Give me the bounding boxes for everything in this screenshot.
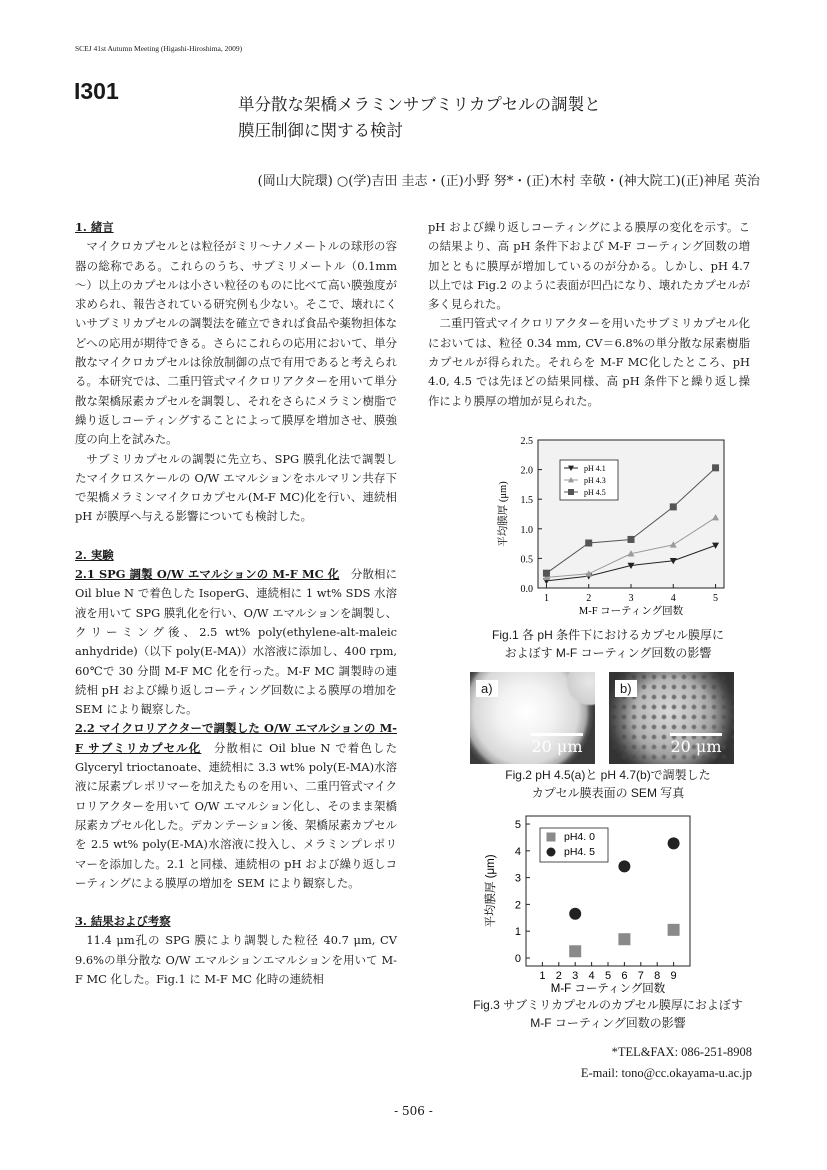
data-point	[618, 933, 630, 945]
legend-marker	[547, 848, 556, 857]
scale-text-b: 20 μm	[670, 737, 722, 756]
y-tick-label: 1.0	[520, 524, 533, 536]
paper-title	[238, 92, 601, 144]
y-tick-label: 0.5	[520, 554, 533, 566]
y-tick-label: 2	[514, 899, 521, 912]
data-point	[618, 860, 630, 872]
data-point	[569, 945, 581, 957]
sem-image-b	[609, 672, 734, 764]
y-tick-label: 0.0	[520, 584, 533, 595]
section-1-heading: 1. 緒言	[75, 220, 114, 234]
fig3-chart	[478, 808, 718, 998]
legend-entry: pH 4.1	[584, 464, 606, 473]
x-tick-label: 5	[713, 593, 719, 604]
x-tick-label: 2	[555, 970, 562, 982]
data-point	[585, 540, 592, 547]
section-1-paragraph-2: サブミリカプセルの調製に先立ち、SPG 膜乳化法で調製したマイクロスケールの O/W エマルションをホルマリン共存下で架橋メラミンマイクロカプセル(M-F MC)化を行い、連続相 pH が膜厚へ与える影響についても検討した。	[75, 451, 397, 524]
y-tick-label: 4	[514, 845, 521, 858]
x-tick-label: 2	[586, 593, 592, 604]
sem-label-a: a)	[476, 680, 498, 697]
x-tick-label: 4	[670, 593, 676, 604]
x-tick-label: 3	[628, 593, 634, 604]
x-tick-label: 6	[621, 970, 628, 982]
title-line-2: 膜圧制御に関する検討	[238, 121, 403, 140]
data-point	[712, 464, 719, 471]
legend-marker	[547, 833, 556, 842]
results-paragraph-2: 二重円管式マイクロリアクターを用いたサブミリカプセル化においては、粒径 0.34 mm, CV＝6.8%の単分散な尿素樹脂カプセルが得られた。それらを M-F MC化したところ、pH 4.0, 4.5 では先ほどの結果同様、高 pH 条件下と繰り返し操作により膜厚の増加が見られた。	[428, 316, 750, 408]
section-3-heading: 3. 結果および考察	[75, 914, 171, 929]
fig2-caption-line-2: カプセル膜表面の SEM 写真	[531, 786, 685, 800]
section-3-paragraph-1: 11.4 μm孔の SPG 膜により調製した粒径 40.7 μm, CV 9.6%の単分散な O/W エマルションエマルションを用いて M-F MC 化した。Fig.1 に M-F MC 化時の連続相	[75, 933, 397, 986]
data-point	[628, 536, 635, 543]
sem-image-a	[470, 672, 595, 764]
author-list: (岡山大院環) ○(学)吉田 圭志・(正)小野 努*・(正)木村 幸敬・(神大院工)(正)神尾 英治	[257, 174, 760, 189]
section-2-1-text: 分散相に Oil blue N で着色した IsoperG、連続相に 1 wt% SDS 水溶液を用いて SPG 膜乳化を行い、O/W エマルションを調製し、クリーミング後、2.5 wt% poly(ethylene-alt-maleic anhydride)（以下 poly(E-MA)）水溶液に添加し、400 rpm, 60℃で 30 分間 M-F MC 化を行った。M-F MC 調製時の連続相 pH および繰り返しコーティング回数による膜厚の増加を SEM により観察した。	[75, 567, 397, 717]
section-2-heading: 2. 実験	[75, 547, 114, 562]
results-paragraph-1: pH および繰り返しコーティングによる膜厚の変化を示す。この結果より、高 pH 条件下および M-F コーティング回数の増加とともに膜厚が増加しているのが分かる。しかし、pH 4.7 以上では Fig.2 のように表面が凹凸になり、壊れたカプセルが多く見られた。	[428, 220, 750, 312]
contact-email: E-mail: tono@cc.okayama-u.ac.jp	[580, 1066, 752, 1080]
section-2-2-text: 分散相に Oil blue N で着色した Glyceryl trioctanoate、連続相に 3.3 wt% poly(E-MA)水溶液に尿素プレポリマーを加えたものを用い、二重円管式マイクロリアクターを用いて O/W エマルション化し、そのまま架橋尿素カプセル化した。デカンテーション後、架橋尿素カプセルを 2.5 wt% poly(E-MA)水溶液に投入し、メラミンプレポリマーを添加した。2.1 と同様、連続相の pH および繰り返しコーティングによる膜厚の増加を SEM により観察した。	[75, 740, 397, 890]
y-tick-label: 2.5	[520, 436, 533, 447]
legend-marker	[568, 489, 574, 495]
x-tick-label: 1	[539, 970, 546, 982]
page-number: - 506 -	[394, 1104, 433, 1118]
fig1-caption-line-1: Fig.1 各 pH 条件下におけるカプセル膜厚に	[492, 628, 724, 642]
fig3-caption-line-2: M-F コーティング回数の影響	[530, 1016, 686, 1030]
x-tick-label: 9	[670, 970, 677, 982]
data-point	[668, 837, 680, 849]
fig1-chart	[468, 430, 730, 626]
y-tick-label: 1	[514, 926, 521, 939]
y-tick-label: 0	[514, 952, 521, 965]
x-tick-label: 3	[572, 970, 579, 982]
x-tick-label: 8	[654, 970, 661, 982]
sem-label-b: b)	[615, 680, 637, 697]
x-tick-label: 1	[543, 593, 549, 604]
fig1-caption	[428, 626, 788, 662]
scale-bar-a	[531, 733, 583, 756]
y-tick-label: 5	[514, 819, 521, 832]
section-2-1-heading: 2.1 SPG 調製 O/W エマルションの M-F MC 化	[75, 567, 340, 582]
left-column	[75, 218, 397, 989]
data-point	[668, 924, 680, 936]
x-tick-label: 5	[604, 970, 612, 982]
y-axis-label: 平均膜厚 (μm)	[485, 854, 497, 928]
x-tick-label: 7	[637, 970, 644, 982]
y-tick-label: 2.0	[520, 465, 533, 477]
legend-entry: pH4. 5	[564, 846, 595, 858]
x-tick-label: 4	[588, 970, 595, 982]
fig2-caption	[428, 766, 788, 802]
y-tick-label: 1.5	[520, 495, 533, 507]
scale-text-a: 20 μm	[531, 737, 583, 756]
section-2-2-heading: 2.2 マイクロリアクターで調製した O/W エマルションの M-F サブミリカプセル化	[75, 721, 397, 755]
fig1-caption-line-2: およぼす M-F コーティング回数の影響	[504, 646, 712, 660]
data-point	[569, 908, 581, 920]
right-column	[428, 218, 750, 411]
legend-entry: pH 4.5	[584, 488, 606, 497]
legend-entry: pH4. 0	[564, 831, 595, 843]
y-axis-label: 平均膜厚 (μm)	[498, 481, 509, 547]
data-point	[543, 570, 550, 577]
x-axis-label: M-F コーティング回数	[578, 606, 684, 617]
conference-header: SCEJ 41st Autumn Meeting (Higashi-Hiroshima, 2009)	[75, 44, 243, 53]
y-tick-label: 3	[514, 872, 521, 885]
fig3-caption	[428, 996, 788, 1032]
contact-tel: *TEL&FAX: 086-251-8908	[611, 1045, 752, 1059]
x-axis-label: M-F コーティング回数	[550, 983, 666, 995]
fig2-caption-line-1: Fig.2 pH 4.5(a)と pH 4.7(b)で調製した	[505, 768, 711, 782]
legend-entry: pH 4.3	[584, 476, 606, 485]
title-line-1: 単分散な架橋メラミンサブミリカプセルの調製と	[238, 95, 601, 114]
data-point	[670, 503, 677, 510]
presentation-code: I301	[74, 78, 119, 104]
section-1-paragraph-1: マイクロカプセルとは粒径がミリ～ナノメートルの球形の容器の総称である。これらのうち、サブミリメートル（0.1mm～）以上のカプセルは小さい粒径のものに比べて高い膜強度が求められ、報告されている研究例も少ない。そこで、壊れにくいサブミリカプセルの調製法を確立できれば食品や薬物担体などへの応用が期待できる。さらにこれらの応用において、単分散なマイクロカプセルは徐放制御の点で有用であると考えられる。本研究では、二重円管式マイクロリアクターを用いて単分散な架橋尿素カプセルを調製し、それをさらにメラミン樹脂で繰り返しコーティングすることによって膜厚を増加させ、膜強度の向上を試みた。	[75, 239, 397, 447]
contact-info	[581, 1042, 752, 1084]
fig3-caption-line-1: Fig.3 サブミリカプセルのカプセル膜厚におよぼす	[473, 998, 743, 1012]
scale-bar-b	[670, 733, 722, 756]
